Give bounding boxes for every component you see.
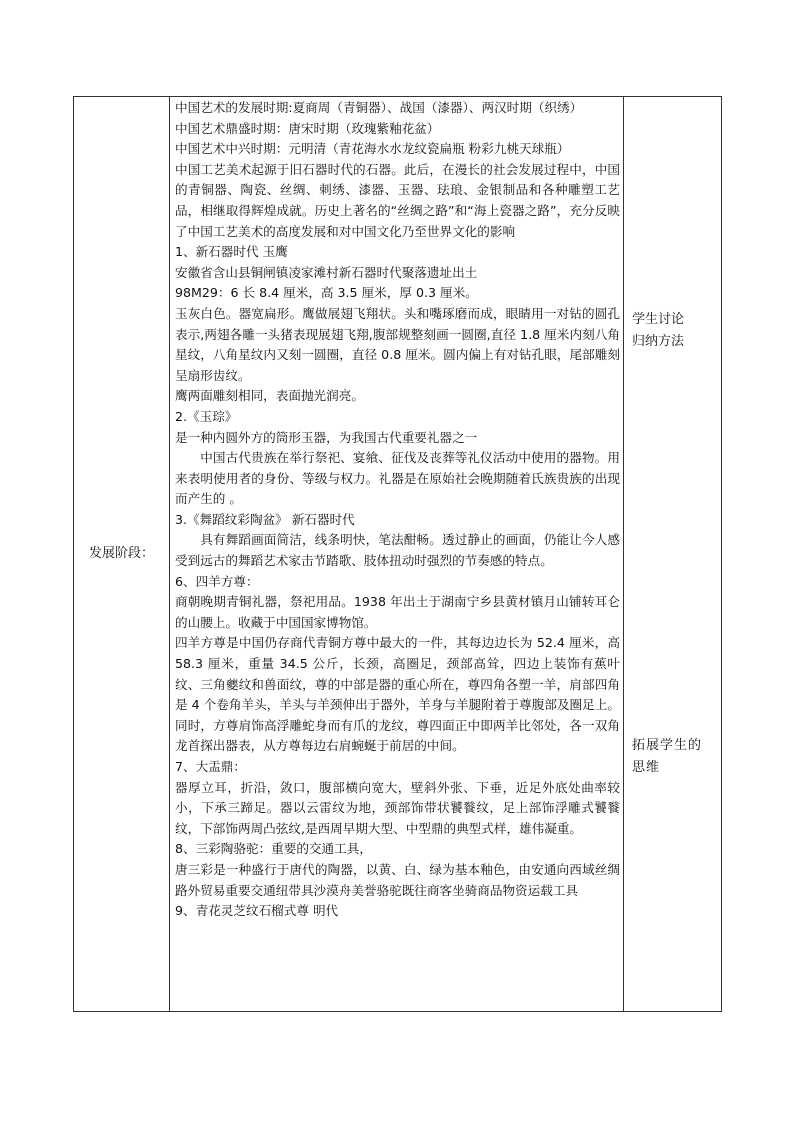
content-paragraph: 2.《玉琮》 — [175, 408, 238, 424]
content-paragraph: 器厚立耳，折沿，敛口，腹部横向宽大，壁斜外张、下垂，近足外底处曲率较小，下承三蹄足。器以云雷纹为地，颈部饰带状饕餮纹，足上部饰浮雕式饕餮纹，下部饰两周凸弦纹,是西周早期大型、中型鼎的典型式样，雄伟凝重。 — [175, 779, 620, 836]
teaching-note-discussion — [632, 309, 717, 353]
content-paragraph: 9、青花灵芝纹石榴式尊 明代 — [175, 903, 339, 919]
content-paragraph: 具有舞蹈画面简洁，线条明快，笔法酣畅。透过静止的画面，仍能让今人感受到远古的舞蹈艺术家击节踏歌、肢体扭动时强烈的节奏感的特点。 — [175, 532, 620, 569]
content-paragraph: 商朝晚期青铜礼器，祭祀用品。1938 年出土于湖南宁乡县黄材镇月山铺转耳仑的山腰上。收藏于中国国家博物馆。 — [175, 594, 620, 630]
teaching-note-extension — [632, 735, 717, 779]
content-paragraph: 是一种内圆外方的筒形玉器，为我国古代重要礼器之一 — [175, 429, 478, 445]
content-paragraph: 1、新石器时代 玉鹰 — [175, 244, 288, 260]
note-line: 思维 — [632, 760, 661, 775]
content-paragraph: 中国艺术中兴时期：元明清（青花海水水龙纹瓷扁瓶 粉彩九桃天球瓶） — [175, 141, 570, 157]
content-cell — [170, 97, 624, 1012]
stage-label: 发展阶段： — [88, 546, 154, 561]
content-paragraph: 中国工艺美术起源于旧石器时代的石器。此后，在漫长的社会发展过程中，中国的青铜器、陶瓷、丝绸、刺绣、漆器、玉器、珐琅、金银制品和各种雕塑工艺品，相继取得辉煌成就。历史上著名的“丝绸之路”和“海上瓷器之路”，充分反映了中国工艺美术的高度发展和对中国文化乃至世界文化的影响 — [175, 161, 620, 239]
content-paragraph: 安徽省含山县铜闸镇凌家滩村新石器时代聚落遗址出土 — [175, 264, 478, 280]
content-body — [170, 97, 623, 922]
table-row — [74, 97, 722, 1012]
lesson-plan-table — [73, 96, 722, 1012]
content-paragraph: 中国艺术鼎盛时期：唐宋时期（玫瑰紫釉花盆） — [175, 120, 440, 136]
content-paragraph: 玉灰白色。器宽扁形。鹰做展翅飞翔状。头和嘴琢磨而成，眼睛用一对钻的圆孔表示,两翅各雕一头猪表现展翅飞翔,腹部规整刻画一圆圈,直径 1.8 厘米内刻八角星纹，八角星纹内又刻一圆圈，直径 0.8 厘米。圆内偏上有对钻孔眼，尾部雕刻呈扇形齿纹。 — [175, 305, 620, 383]
note-line: 归纳方法 — [632, 334, 685, 349]
note-line: 学生讨论 — [632, 312, 685, 327]
content-paragraph: 唐三彩是一种盛行于唐代的陶器，以黄、白、绿为基本釉色，由安通向西域丝绸路外贸易重要交通纽带具沙漠舟美誉骆驼既往商客坐骑商品物资运载工具 — [175, 861, 620, 898]
content-paragraph: 中国艺术的发展时期:夏商周（青铜器）、战国（漆器）、两汉时期（织绣） — [175, 100, 583, 115]
note-line: 拓展学生的 — [632, 738, 703, 753]
content-paragraph: 中国古代贵族在举行祭祀、宴飨、征伐及丧葬等礼仪活动中使用的器物。用来表明使用者的身份、等级与权力。礼器是在原始社会晚期随着氏族贵族的出现而产生的 。 — [175, 450, 620, 507]
content-paragraph: 四羊方尊是中国仍存商代青铜方尊中最大的一件，其每边边长为 52.4 厘米，高 58.3 厘米，重量 34.5 公斤，长颈，高圈足，颈部高耸，四边上装饰有蕉叶纹、三角夔纹和兽面纹，尊的中部是器的重心所在，尊四角各塑一羊，肩部四角是 4 个卷角羊头，羊头与羊颈伸出于器外，羊身与羊腿附着于尊腹部及圈足上。同时，方尊肩饰高浮雕蛇身而有爪的龙纹，尊四面正中即两羊比邻处，各一双角龙首探出器表，从方尊每边右肩蜿蜒于前居的中间。 — [175, 635, 620, 754]
content-paragraph: 7、大盂鼎： — [175, 759, 246, 774]
content-paragraph: 3.《舞蹈纹彩陶盆》 新石器时代 — [175, 511, 355, 527]
content-paragraph: 8、三彩陶骆驼：重要的交通工具， — [175, 841, 372, 857]
content-paragraph: 鹰两面雕刻相同，表面抛光润亮。 — [175, 388, 364, 404]
content-paragraph: 6、四羊方尊： — [175, 573, 259, 589]
content-paragraph: 98M29：6 长 8.4 厘米，高 3.5 厘米，厚 0.3 厘米。 — [175, 285, 478, 301]
notes-cell — [624, 97, 722, 1012]
stage-label-cell — [74, 97, 170, 1012]
